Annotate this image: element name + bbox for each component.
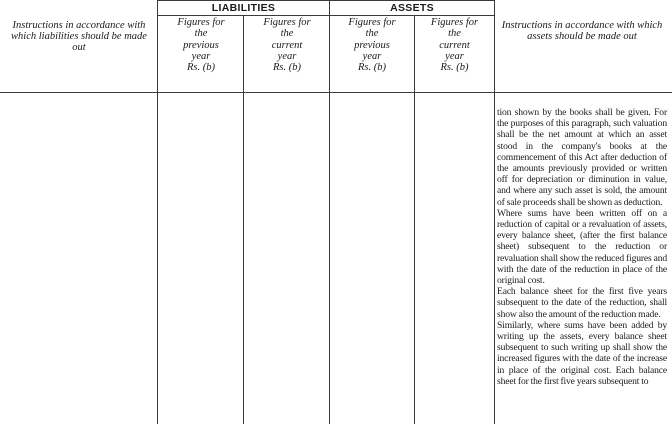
asset-curr-line-5: Rs. (b) — [440, 62, 469, 74]
liab-curr-line-1: Figures for — [263, 17, 311, 28]
asset-curr-line-3: current — [439, 39, 470, 51]
liabilities-current-year-heading — [246, 17, 328, 73]
assets-previous-year-heading — [331, 17, 413, 73]
liabilities-instructions-heading: Instructions in accordance with which liabilities should be made out — [11, 20, 147, 53]
liab-prev-line-2: the — [194, 28, 208, 40]
asset-prev-line-1: Figures for — [348, 17, 396, 28]
asset-curr-line-1: Figures for — [430, 17, 479, 28]
assets-title: ASSETS — [390, 2, 434, 14]
asset-curr-line-2: the — [448, 28, 461, 40]
column-rule-3 — [329, 0, 330, 424]
body-paragraph-2: Where sums have been written off on a reduction of capital or a revaluation of assets, every balance sheet, (after the first balance sheet) subsequent to the reduction or revaluation shall show the reduced figures and with the date of the reduction in place of the original cost. — [497, 207, 667, 287]
asset-prev-line-4: year — [362, 50, 382, 62]
header-bottom-rule — [0, 92, 672, 93]
body-paragraph-3: Each balance sheet for the first five years subsequent to the date of the reduction, shall show also the amount of the reduction made. — [497, 286, 667, 320]
liabilities-title: LIABILITIES — [211, 2, 276, 14]
column-rule-4 — [414, 15, 415, 424]
asset-prev-line-5: Rs. (b) — [358, 62, 386, 74]
body-paragraph-1: tion shown by the books shall be given. For the purposes of this paragraph, such valuation shall be the net amount at which an asset stood in the company's books at the commencement of this Act after deduction of the amounts previously provided or written off for depreciation or diminution in value, and where any such asset is sold, the amount of sale proceeds shall be shown as deduction. — [497, 107, 667, 208]
column-rule-2 — [243, 15, 244, 424]
liab-prev-line-4: year — [191, 50, 211, 62]
liab-curr-line-2: the — [280, 28, 294, 40]
liab-curr-line-5: Rs. (b) — [273, 62, 301, 74]
asset-prev-line-3: previous — [354, 39, 390, 51]
liab-prev-line-3: previous — [183, 39, 219, 51]
asset-prev-line-2: the — [365, 28, 379, 40]
assets-instructions-heading: Instructions in accordance with which assets should be made out — [501, 20, 663, 42]
assets-current-year-heading — [416, 17, 493, 73]
liab-prev-line-5: Rs. (b) — [187, 62, 215, 74]
column-rule-1 — [157, 0, 158, 424]
asset-curr-line-4: year — [445, 50, 464, 62]
liab-curr-line-3: current — [271, 39, 303, 51]
body-paragraph-4: Similarly, where sums have been added by writing up the assets, every balance sheet subsequent to such writing up shall show the increased figures with the date of the increase in place of the original cost. Each balance sheet for the first five years subsequent to — [497, 319, 667, 387]
liab-curr-line-4: year — [277, 50, 297, 62]
group-title-rule — [157, 15, 494, 16]
liab-prev-line-1: Figures for — [177, 17, 225, 28]
liabilities-previous-year-heading — [160, 17, 242, 73]
assets-instructions-body — [497, 107, 667, 387]
column-rule-5 — [494, 0, 495, 424]
